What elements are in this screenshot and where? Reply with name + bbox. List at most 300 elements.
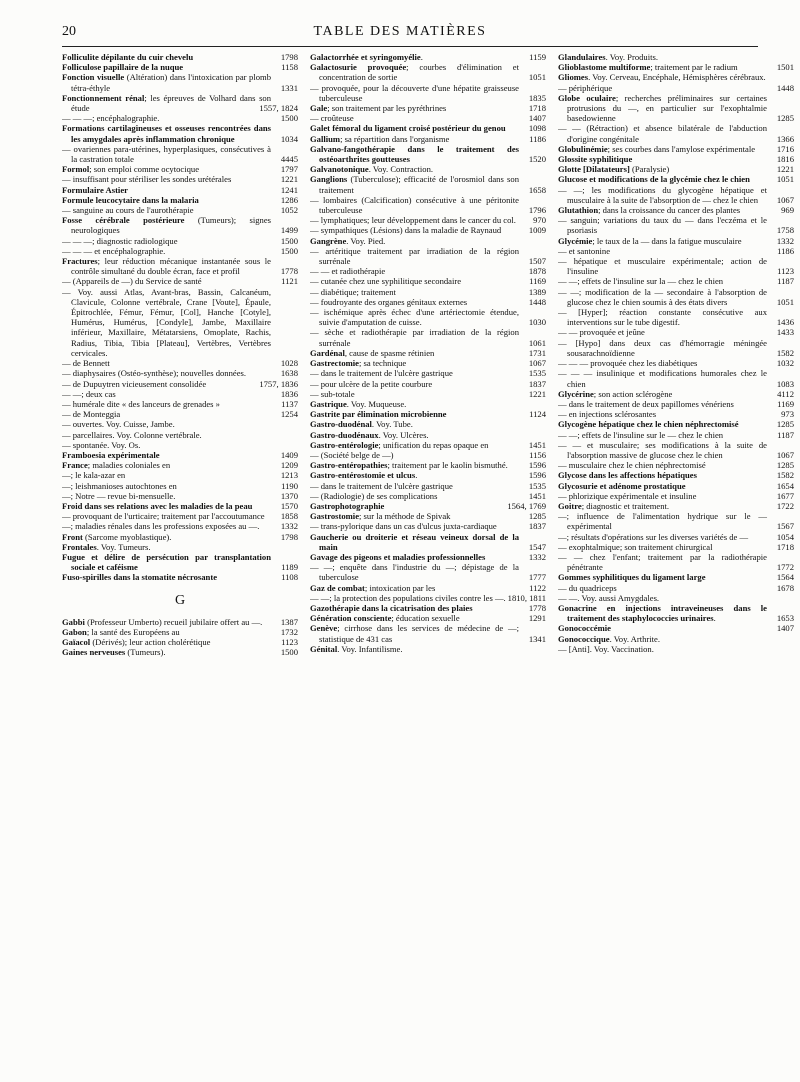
entry-page: 1051 [776,296,794,307]
entry-page: 1596 [528,470,546,481]
entry-text: Gastro-entérologie; unification du repas opaque en [310,439,489,450]
entry-text: — [Anti]. Voy. Vaccination. [558,643,654,654]
index-entry [310,532,546,552]
entry-text: — dans le traitement de deux papillomes vénériens [558,398,734,409]
index-column-1 [62,52,298,1076]
index-entry [310,225,546,235]
entry-page: 1810, 1811 [507,592,546,603]
index-entry [558,338,794,358]
index-entry [310,144,546,164]
index-entry [558,276,794,286]
entry-text: Galvanotonique. Voy. Contraction. [310,164,434,175]
entry-text: Glycose dans les affections hépatiques [558,470,697,481]
entry-text: Gastro-entéropathies; traitement par le kaolin bismuthé. [310,460,508,471]
entry-text: Glycémie; le taux de la — dans la fatigue musculaire [558,235,742,246]
index-entry [558,460,794,470]
index-entry [310,327,546,347]
index-entry [62,379,298,389]
entry-page: 1341 [528,633,546,644]
entry-text: Fonction visuelle (Altération) dans l'intoxication par plomb tétra-éthyle [62,72,272,93]
index-entry [558,389,794,399]
index-entry [558,399,794,409]
index-entry [62,93,298,113]
entry-text: — diaphysaires (Ostéo-synthèse); nouvelles données. [62,368,247,379]
entry-page: 1500 [280,113,298,124]
entry-text: Gastrite par élimination microbienne [310,409,447,420]
entry-text: — ovariennes para-utérines, hyperplasiques, consécutives à la castration totale [62,143,271,165]
entry-text: — — et musculaire; ses modifications à la suite de l'absorption massive de glucose chez le chien [558,439,767,460]
entry-page: 1448 [776,82,794,93]
entry-page: 1507 [528,256,546,267]
entry-text: — humérale dite « des lanceurs de grenades » [62,398,220,409]
entry-text: Formations cartilagineuses et osseuses rencontrées dans les amygdales après inflammation chronique [62,123,271,144]
entry-page: 1716 [776,143,794,154]
entry-page: 1169 [777,398,794,409]
entry-text: — spontanée. Voy. Os. [62,439,141,450]
index-entry [310,440,546,450]
entry-page: 1499 [280,225,298,236]
index-entry [558,72,794,82]
index-entry [310,113,546,123]
entry-text: Frontales. Voy. Tumeurs. [62,541,151,552]
entry-text: — lombaires (Calcification) consécutive à une péritonite tuberculeuse [310,194,519,216]
entry-page: 1732 [280,626,298,637]
index-entry [62,205,298,215]
index-entry [558,93,794,124]
entry-page: 1389 [528,286,546,297]
entry-text: — — —; encéphalographie. [62,113,160,124]
entry-text: Gabon; la santé des Européens au [62,626,180,637]
entry-text: Génération consciente; éducation sexuelle [310,613,460,624]
entry-text: — — (Rétraction) et absence bilatérale de l'abduction d'origine congénitale [558,123,767,144]
entry-text: Génital. Voy. Infantilisme. [310,643,403,654]
entry-page: 1254 [280,409,298,420]
entry-page: 1757, 1836 [259,378,298,389]
entry-page: 1052 [280,205,298,216]
entry-page: 1677 [776,490,794,501]
entry-text: Gonacrine en injections intraveineuses dans le traitement des staphylococcies urinaires. [558,602,767,624]
index-entry [310,266,546,276]
entry-text: Gastrectomie; sa technique [310,358,407,369]
index-entry [558,185,794,205]
index-entry [310,83,546,103]
entry-page: 1123 [281,636,298,647]
entry-text: — de Monteggia [62,409,121,420]
entry-text: Gabbi (Professeur Umberto) recueil jubilaire offert au —. [62,616,263,627]
entry-page: 1722 [776,500,794,511]
entry-text: — et santonine [558,245,611,256]
entry-page: 1285 [776,460,794,471]
index-entry [558,603,794,623]
entry-page: 969 [781,205,794,216]
entry-text: — — —; diagnostic radiologique [62,235,178,246]
entry-text: Gastro-duodénaux. Voy. Ulcères. [310,429,429,440]
index-entry [62,72,298,92]
entry-text: Galet fémoral du ligament croisé postérieur du genou [310,123,506,134]
index-entry [558,593,794,603]
index-entry [62,491,298,501]
entry-page: 1678 [776,582,794,593]
entry-page: 1858 [280,511,298,522]
index-entry [310,307,546,327]
entry-text: — (Société belge de —) [310,449,394,460]
index-entry [62,236,298,246]
entry-text: Gastrique. Voy. Muqueuse. [310,398,407,409]
index-entry [62,419,298,429]
index-entry [310,368,546,378]
index-entry [62,470,298,480]
section-letter: G [174,592,186,608]
entry-page: 1158 [281,62,298,73]
entry-text: Gommes syphilitiques du ligament large [558,572,706,583]
entry-page: 1596 [528,460,546,471]
entry-page: 1816 [776,154,794,165]
entry-text: Gonococcique. Voy. Arthrite. [558,633,661,644]
entry-text: Glucose et modifications de la glycémie chez le chien [558,174,750,185]
entry-text: — — — insulinique et modifications humorales chez le chien [558,368,767,389]
entry-text: Fractures; leur réduction mécanique instantanée sous le contrôle simultané du double écran, face et profil [62,256,271,277]
entry-text: — [Hyper]; réaction constante consécutive aux interventions sur le tube digestif. [558,307,767,328]
entry-text: Glioblastome multiforme; traitement par le radium [558,62,738,73]
entry-page: 1535 [528,368,546,379]
index-entry [558,215,794,235]
page-title: TABLE DES MATIÈRES [313,24,487,39]
entry-page: 1169 [529,276,546,287]
index-entry [558,52,794,62]
index-entry [310,297,546,307]
index-entry [558,572,794,582]
entry-page: 1837 [528,378,546,389]
entry-page: 1582 [776,347,794,358]
entry-page: 1137 [281,398,298,409]
entry-text: Froid dans ses relations avec les maladies de la peau [62,500,253,511]
index-entry [558,236,794,246]
entry-text: — sèche et radiothérapie par irradiation de la région surrénale [310,327,519,348]
index-entry [310,470,546,480]
entry-page: 1032 [776,358,794,369]
index-entry [558,174,794,184]
entry-page: 1241 [280,184,298,195]
entry-page: 1837 [528,521,546,532]
entry-text: Gastrostomie; sur la méthode de Spivak [310,511,451,522]
entry-page: 1387 [280,616,298,627]
entry-page: 1520 [528,154,546,165]
entry-page: 1083 [776,378,794,389]
index-entry [310,562,546,582]
entry-page: 1653 [776,613,794,624]
entry-page: 1835 [528,92,546,103]
entry-page: 1187 [777,429,794,440]
entry-text: Glossite syphilitique [558,154,633,165]
entry-text: Folliculite dépilante du cuir chevelu [62,52,194,62]
index-entry [62,215,298,235]
index-entry [310,613,546,623]
entry-page: 1221 [280,174,298,185]
index-entry [558,144,794,154]
entry-page: 1798 [280,52,298,62]
index-entry [558,327,794,337]
index-entry [62,195,298,205]
entry-text: Gaucherie ou droiterie et réseau veineux dorsal de la main [310,531,519,552]
entry-page: 1718 [776,541,794,552]
index-entry [310,481,546,491]
index-entry [62,144,298,164]
index-entry [558,623,794,633]
index-entry [62,521,298,531]
entry-text: Formule leucocytaire dans la malaria [62,194,199,205]
entry-text: Gaines nerveuses (Tumeurs). [62,647,166,658]
entry-text: Gastro-entérostomie et ulcus. [310,470,418,481]
index-entry [558,368,794,388]
entry-page: 1067 [776,449,794,460]
entry-text: — diabétique; traitement [310,286,396,297]
entry-page: 1028 [280,358,298,369]
entry-page: 1407 [776,623,794,634]
index-entry [310,276,546,286]
index-entry [310,236,546,246]
header-rule [62,46,758,47]
entry-page: 1547 [528,541,546,552]
entry-text: — foudroyante des organes génitaux externes [310,296,468,307]
entry-text: — exophtalmique; son traitement chirurgical [558,541,713,552]
entry-text: Framboesia expérimentale [62,449,160,460]
entry-text: — [Hypo] dans deux cas d'hémorragie méningée sousarachnoïdienne [558,337,767,358]
index-entry [62,62,298,72]
entry-text: — dans le traitement de l'ulcère gastrique [310,480,453,491]
index-entry [310,521,546,531]
entry-page: 1332 [280,521,298,532]
index-entry [310,491,546,501]
entry-page: 1034 [280,133,298,144]
index-entry [62,481,298,491]
entry-text: Glycogène hépatique chez le chien néphrectomisé [558,419,739,430]
entry-text: — — et radiothérapie [310,266,386,277]
entry-page: 1797 [280,164,298,175]
index-entry [310,419,546,429]
index-entry [62,185,298,195]
entry-text: — trans-pylorique dans un cas d'ulcus juxta-cardiaque [310,521,497,532]
index-entry [62,389,298,399]
index-entry [62,627,298,637]
entry-page: 1331 [280,82,298,93]
entry-page: 1557, 1824 [259,103,298,114]
entry-page: 1061 [528,337,546,348]
entry-page: 1638 [280,368,298,379]
entry-text: Gavage des pigeons et maladies professionnelles [310,551,486,562]
entry-text: Front (Sarcome myoblastique). [62,531,172,542]
entry-text: — en injections sclérosantes [558,409,657,420]
entry-text: — de Dupuytren vicieusement consolidée [62,378,207,389]
entry-text: Gangrène. Voy. Pied. [310,235,386,246]
index-entry [62,358,298,368]
index-entry [310,593,546,603]
entry-text: — musculaire chez le chien néphrectomisé [558,460,706,471]
index-entry [558,542,794,552]
entry-page: 1285 [776,419,794,430]
index-entry [558,440,794,460]
entry-page: 1030 [528,317,546,328]
entry-page: 1285 [776,113,794,124]
entry-text: Gaz de combat; intoxication par les [310,582,436,593]
entry-page: 1772 [776,562,794,573]
index-column-3 [558,52,794,1076]
entry-text: — (Radiologie) de ses complications [310,490,438,501]
index-entry [558,532,794,542]
index-entry [558,419,794,429]
entry-text: — parcellaires. Voy. Colonne vertébrale. [62,429,202,440]
entry-page: 973 [781,409,794,420]
index-entry [62,113,298,123]
entry-page: 1836 [280,388,298,399]
entry-text: — —. Voy. aussi Amygdales. [558,592,660,603]
entry-page: 1159 [529,52,546,62]
entry-text: Fosse cérébrale postérieure (Tumeurs); signes neurologiques [62,215,272,236]
entry-text: — insuffisant pour stériliser les sondes urétérales [62,174,232,185]
entry-text: — provoquée, pour la découverte d'une hépatite graisseuse tuberculeuse [310,82,519,103]
entry-text: Gonococcémie [558,623,611,634]
entry-text: Glotte [Dilatateurs] (Paralysie) [558,164,670,175]
entry-text: Fuso-spirilles dans la stomatite nécrosante [62,572,218,583]
index-entry [558,358,794,368]
entry-text: — —; les modifications du glycogène hépatique et musculaire à la suite de l'absorption de — chez le chien [558,184,767,205]
entry-page: 1186 [777,245,794,256]
entry-text: Gazothérapie dans la cicatrisation des plaies [310,602,473,613]
entry-text: Gardénal, cause de spasme rétinien [310,347,435,358]
entry-page: 1564, 1769 [507,500,546,511]
index-entry [558,470,794,480]
index-entry [62,552,298,572]
index-entry [62,440,298,450]
index-entry [310,123,546,133]
entry-page: 1291 [528,613,546,624]
index-entry [310,62,546,82]
entry-text: — — provoquée et jeûne [558,327,645,338]
entry-text: — —; la protection des populations civiles contre les —. [310,592,506,603]
index-column-2 [310,52,546,1076]
entry-text: — de Bennett [62,358,110,369]
entry-page: 1051 [528,72,546,83]
entry-page: 1332 [528,551,546,562]
index-entry [62,123,298,143]
entry-page: 1286 [280,194,298,205]
index-entry [62,532,298,542]
index-entry [62,572,298,582]
entry-text: —; leishmanioses autochtones en [62,480,177,491]
entry-text: —; maladies rénales dans les professions exposées au —. [62,521,260,532]
index-entry [310,501,546,511]
entry-page: 1190 [281,480,298,491]
entry-text: — lymphatiques; leur développement dans le cancer du col. [310,215,516,226]
entry-page: 1500 [280,647,298,658]
entry-page: 1796 [528,205,546,216]
entry-text: Fugue et délire de persécution par transplantation sociale et caféisme [62,551,271,573]
page-number: 20 [62,24,76,39]
index-entry [310,174,546,194]
entry-text: Gale; son traitement par les pyréthrines [310,103,447,114]
entry-page: 1451 [528,439,546,450]
entry-page: 1067 [528,358,546,369]
index-entry [558,307,794,327]
index-entry [310,246,546,266]
index-entry [62,460,298,470]
index-entry [62,409,298,419]
entry-page: 1778 [528,602,546,613]
entry-page: 1187 [777,276,794,287]
index-entry [62,501,298,511]
entry-text: Galvano-fangothérapie dans le traitement des ostéoarthrites goutteuses [310,143,519,165]
entry-page: 1500 [280,235,298,246]
index-entry [62,287,298,358]
index-entry [310,195,546,215]
index-entry [62,617,298,627]
entry-page: 1285 [528,511,546,522]
entry-text: — — — et encéphalographie. [62,245,166,256]
index-entry [558,409,794,419]
entry-text: — artéritique traitement par irradiation de la région surrénale [310,245,519,267]
entry-page: 1067 [776,194,794,205]
index-entry [558,246,794,256]
entry-text: — —; effets de l'insuline sur le — chez le chien [558,429,724,440]
entry-page: 1448 [528,296,546,307]
entry-text: — périphérique [558,82,613,93]
entry-text: Gaïacol (Dérivés); leur action cholérétique [62,636,211,647]
entry-text: Gliomes. Voy. Cerveau, Encéphale, Hémisphères cérébraux. [558,72,766,83]
index-entry [310,389,546,399]
entry-page: 4445 [280,154,298,165]
index-entry [62,52,298,62]
index-entry [558,123,794,143]
index-entry [310,134,546,144]
entry-text: — phlorizique expérimentale et insuline [558,490,697,501]
entry-page: 1433 [776,327,794,338]
entry-page: 1798 [280,531,298,542]
entry-page: 1122 [529,582,546,593]
entry-page: 1778 [280,266,298,277]
entry-page: 1009 [528,225,546,236]
entry-text: —; influence de l'alimentation hydrique sur le — expérimental [558,511,767,532]
index-entry [558,83,794,93]
entry-text: — sanguine au cours de l'aurothérapie [62,205,194,216]
index-entry [62,430,298,440]
entry-page: 1658 [528,184,546,195]
entry-page: 1567 [776,521,794,532]
index-entry [62,399,298,409]
entry-page: 1878 [528,266,546,277]
index-entry [310,399,546,409]
entry-page: 1436 [776,317,794,328]
entry-text: — — chez l'enfant; traitement par la radiothérapie pénétrante [558,551,767,573]
entry-text: Glutathion; dans la croissance du cancer des plantes [558,205,741,216]
entry-page: 1777 [528,572,546,583]
index-entry [558,501,794,511]
index-entry [558,634,794,644]
index-entry [310,430,546,440]
entry-text: Formol; son emploi comme ocytocique [62,164,200,175]
entry-page: 1098 [528,123,546,134]
entry-page: 1213 [280,470,298,481]
entry-text: Globulinémie; ses courbes dans l'amylose expérimentale [558,143,756,154]
index-entry [558,256,794,276]
index-entry [62,450,298,460]
entry-page: 1221 [528,388,546,399]
index-entry [310,603,546,613]
index-entry [558,154,794,164]
entry-page: 1124 [529,409,546,420]
entry-text: — cutanée chez une syphilitique secondaire [310,276,462,287]
entry-page: 1108 [281,572,298,583]
entry-text: — sub-totale [310,388,355,399]
entry-text: Folliculose papillaire de la nuque [62,62,184,73]
